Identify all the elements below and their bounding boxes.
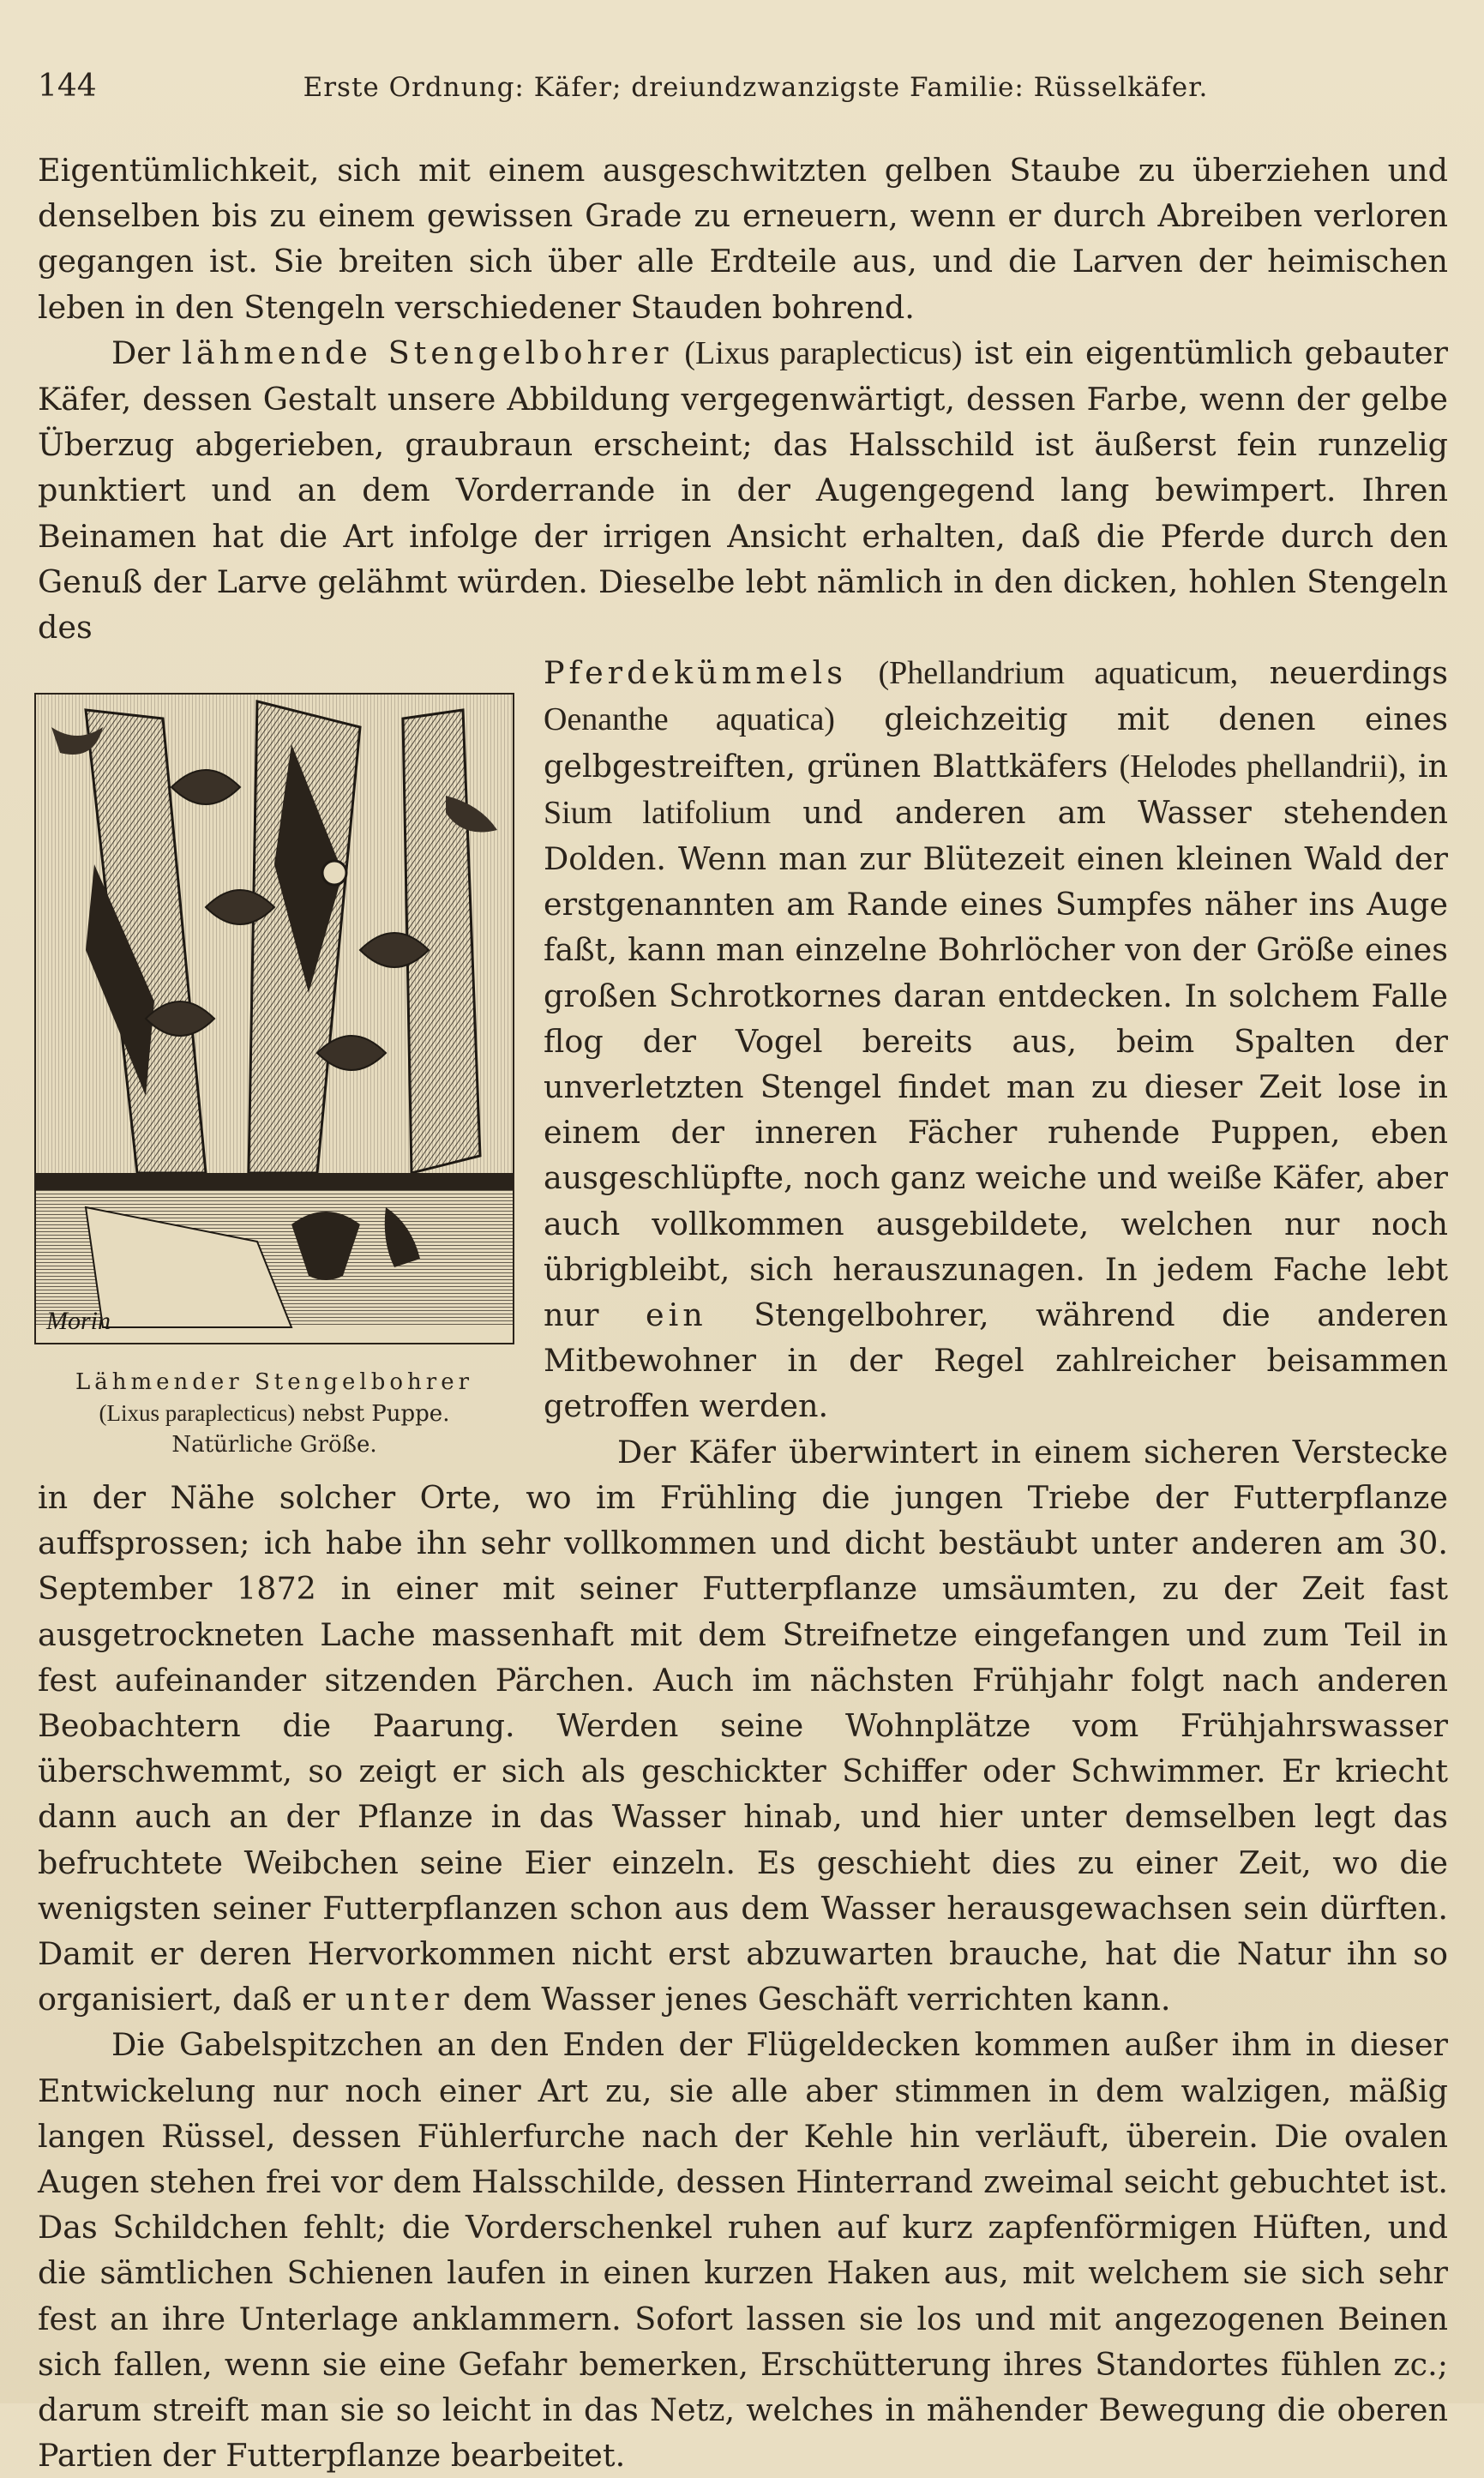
p3-text-c: dem Wasser jenes Geschäft verrichten kann. — [463, 1981, 1171, 2018]
latin-name: (Lixus paraplecticus) — [684, 334, 963, 371]
latin-name-4: (Helodes phellandrii), — [1119, 748, 1407, 785]
caption-rest: nebst Puppe. — [295, 1401, 450, 1428]
p2-text-m: und anderen am Wasser stehenden Dolden. Wenn man zur Blütezeit einen kleinen Wald der erstgenannten am Rande eines Sumpfes näher ins Auge faßt, kann man einzelne Bohrlöcher von der Größe eines großen Schrotkornes daran entdecken. In solchem Falle flog der Vogel bereits aus, beim Spalten der unverletzten Stengel findet man zu dieser Zeit lose in einem der inneren Fächer ruhende Puppen, eben ausgeschlüpfte, noch ganz weiche und weiße Käfer, aber auch vollkommen ausgebildete, welchen nur noch übrigbleibt, sich herauszunagen. In jedem Fache lebt nur — [544, 793, 1448, 1334]
figure-caption — [34, 1367, 514, 1460]
p2-text-d: ist ein eigentümlich gebauter Käfer, dessen Gestalt unsere Abbildung vergegenwärtigt, dessen Farbe, wenn der gelbe Überzug abgerieben, graubraun erscheint; das Halsschild ist äußerst fein runzelig punktiert und an dem Vorderrande in der Augengegend lang bewimpert. Ihren Beinamen hat die Art infolge der irrigen Ansicht erhalten, daß die Pferde durch den Genuß der Larve gelähmt würden. Dieselbe lebt nämlich in den dicken, hohlen Stengeln des — [38, 334, 1449, 647]
p3-text-a: Der Käfer überwintert in einem sicheren Verstecke in der Nähe solcher Orte, wo im Frühling die jungen Triebe der Futterpflanze auffsprossen; ich habe ihn sehr vollkommen und dicht bestäubt unter anderen am 30. September 1872 in einer mit seiner Futterpflanze umsäumten, zu der Zeit fast ausgetrockneten Lache massenhaft mit dem Streifnetze eingefangen und zum Teil in fest aufeinander sitzenden Pärchen. Auch im nächsten Frühjahr folgt nach anderen Beobachtern die Paarung. Werden seine Wohnplätze vom Frühjahrswasser überschwemmt, so zeigt er sich als geschickter Schiffer oder Schwimmer. Er kriecht dann auch an der Pflanze in das Wasser hinab, und hier unter demselben legt das befruchtete Weibchen seine Eier einzeln. Es geschieht dies zu einer Zeit, wo die wenigsten seiner Futterpflanzen schon aus dem Wasser herausgewachsen sein dürften. Damit er deren Hervorkommen nicht erst abzuwarten brauche, hat die Natur ihn so organisiert, daß er — [38, 1433, 1448, 2018]
latin-name-2: (Phellandrium aquaticum, — [878, 655, 1239, 692]
p2-text-k: in — [1406, 747, 1448, 785]
engraver-signature: Morin — [46, 1307, 111, 1336]
latin-name-3: Oenanthe aquatica) — [544, 701, 835, 738]
paragraph-1: Eigentümlichkeit, sich mit einem ausgeschwitzten gelben Staube zu überziehen und denselben bis zu einem gewissen Grade zu erneuern, wenn er durch Abreiben verloren gegangen ist. Sie breiten sich über alle Erdteile aus, und die Larven der heimischen leben in den Stengeln verschiedener Stauden bohrend. — [38, 152, 1448, 326]
latin-name-5: Sium latifolium — [544, 794, 772, 831]
species-name-emphasis: lähmende Stengelbohrer — [182, 334, 673, 371]
plant-name-emphasis: Pferdekümmels — [544, 654, 847, 692]
caption-title: Lähmender Stengelbohrer — [75, 1369, 474, 1396]
p2-text-o: Stengelbohrer, während die anderen Mitbewohner in der Regel zahlreicher beisammen getroffen werden. — [544, 1296, 1448, 1425]
word-emphasis-2: unter — [345, 1981, 454, 2018]
running-head: Erste Ordnung: Käfer; dreiundzwanzigste Familie: Rüsselkäfer. — [303, 72, 1209, 103]
beetle-figure — [34, 693, 514, 1460]
paragraph-2 — [38, 330, 1448, 650]
page-header — [38, 69, 1448, 129]
caption-line-3: Natürliche Größe. — [171, 1432, 377, 1459]
page-number: 144 — [38, 69, 97, 104]
beetle-engraving-illustration — [34, 693, 514, 1344]
p2-text-a: Der — [111, 334, 171, 371]
body-text — [38, 147, 1448, 2478]
paragraph-4: Die Gabelspitzchen an den Enden der Flügeldecken kommen außer ihm in dieser Entwickelung nur noch einer Art zu, sie alle aber stimmen in dem walzigen, mäßig langen Rüssel, dessen Fühlerfurche nach der Kehle hin verläuft, überein. Die ovalen Augen stehen frei vor dem Halsschilde, dessen Hinterrand zweimal seicht gebuchtet ist. Das Schildchen fehlt; die Vorderschenkel ruhen auf kurz zapfenförmigen Hüften, und die sämtlichen Schienen laufen in einen kurzen Haken aus, mit welchem sie sich sehr fest an ihre Unterlage anklammern. Sofort lassen sie los und mit angezogenen Beinen sich fallen, wenn sie eine Gefahr bemerken, Erschütterung ihres Standortes fühlen zc.; darum streift man sie so leicht in das Netz, welches in mähender Bewegung die oberen Partien der Futterpflanze bearbeitet. — [38, 2026, 1448, 2475]
caption-latin-name: (Lixus paraplecticus) — [99, 1400, 296, 1427]
paragraph-3 — [38, 1429, 1448, 2023]
word-emphasis: ein — [645, 1296, 707, 1334]
p2-text-g: neuerdings — [1238, 654, 1448, 692]
p2-text-i: gleichzeitig mit denen eines gelbgestreiften, grünen Blattkäfers — [544, 701, 1448, 785]
caption-line-1 — [34, 1367, 514, 1398]
caption-line-2 — [34, 1398, 514, 1429]
